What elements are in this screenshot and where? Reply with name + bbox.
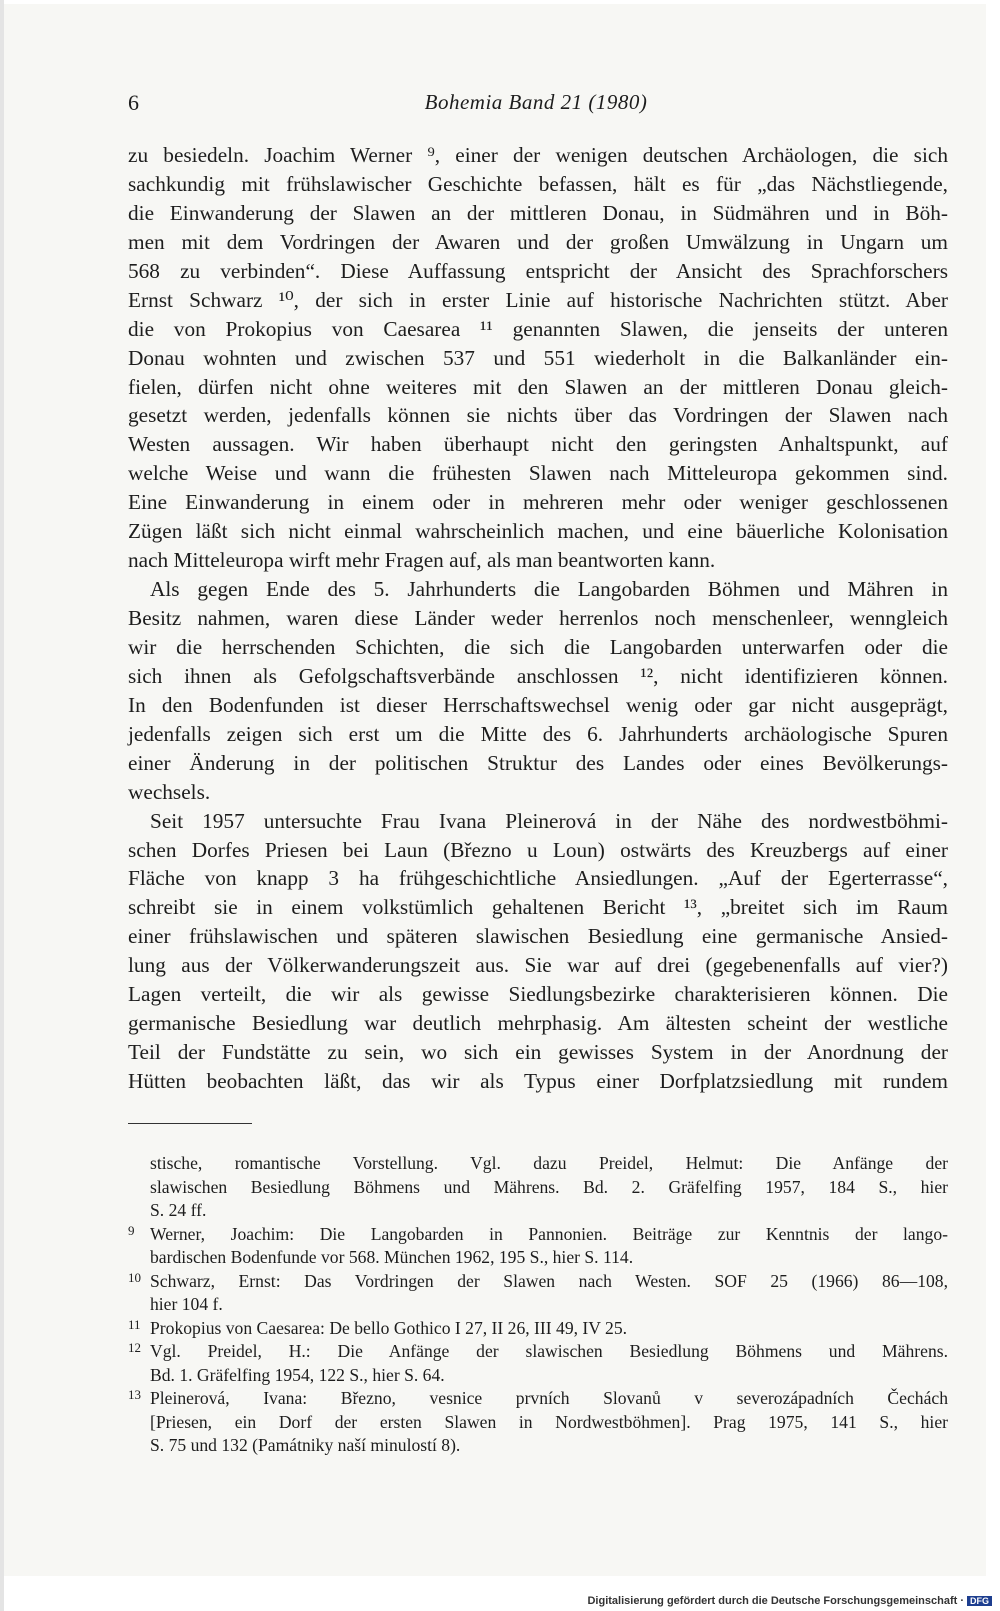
text-line: nach Mitteleuropa wirft mehr Fragen auf, als man beantworten kann.	[128, 548, 716, 573]
footnote-line: hier 104 f.	[150, 1294, 223, 1314]
text-line: einer frühslawischen und späteren slawischen Besiedlung eine germanische Ansied-	[128, 924, 948, 949]
text-line: gesetzt werden, jedenfalls können sie nichts über das Vordringen der Slawen nach	[128, 403, 948, 428]
page-header	[128, 90, 944, 120]
text-line: wir die herrschenden Schichten, die sich die Langobarden unterwarfen oder die	[128, 634, 948, 659]
text-line: schreibt sie in einem volkstümlich gehaltenen Bericht ¹³, „breitet sich im Raum	[128, 895, 948, 920]
footnote-9	[128, 1223, 948, 1247]
text-line: Eine Einwanderung in einem oder in mehreren mehr oder weniger geschlossenen	[128, 490, 948, 515]
text-line: welche Weise und wann die frühesten Slawen nach Mitteleuropa gekommen sind.	[128, 461, 948, 486]
text-line: germanische Besiedlung war deutlich mehrphasig. Am ältesten scheint der westliche	[128, 1011, 948, 1036]
footnote-line: stische, romantische Vorstellung. Vgl. dazu Preidel, Helmut: Die Anfänge der	[150, 1153, 948, 1173]
text-line: Westen aussagen. Wir haben überhaupt nicht den geringsten Anhaltspunkt, auf	[128, 432, 948, 457]
text-line: Lagen verteilt, die wir als gewisse Siedlungsbezirke charakterisieren können. Die	[128, 982, 948, 1007]
footnote-line: bardischen Bodenfunde vor 568. München 1962, 195 S., hier S. 114.	[150, 1247, 634, 1267]
text-line: Ernst Schwarz ¹⁰, der sich in erster Linie auf historische Nachrichten stützt. Aber	[128, 287, 948, 312]
page-number: 6	[128, 90, 140, 115]
footnote-number: 12	[128, 1340, 141, 1355]
text-line: Besitz nahmen, waren diese Länder weder herrenlos noch menschenleer, wenngleich	[128, 606, 948, 630]
text-line: einer Änderung in der politischen Struktur des Landes oder eines Bevölkerungs-	[128, 750, 948, 775]
footnote-13	[128, 1387, 948, 1411]
footnote-line: [Priesen, ein Dorf der ersten Slawen in Nordwestböhmen]. Prag 1975, 141 S., hier	[150, 1411, 948, 1432]
footnote-number: 10	[128, 1269, 141, 1285]
footnote-line: S. 75 und 132 (Památniky naší minulostí 8).	[150, 1435, 461, 1455]
text-line: Donau wohnten und zwischen 537 und 551 wiederholt in die Balkanländer ein-	[128, 345, 948, 370]
text-line: In den Bodenfunden ist dieser Herrschaftswechsel wenig oder gar nicht ausgeprägt,	[128, 692, 948, 717]
digitization-text: Digitalisierung gefördert durch die Deutsche Forschungsgemeinschaft ·	[587, 1595, 964, 1607]
footnote-line: Vgl. Preidel, H.: Die Anfänge der slawischen Besiedlung Böhmens und Mährens.	[150, 1341, 948, 1361]
text-line: sachkundig mit frühslawischer Geschichte befassen, hält es für „das Nächstliegende,	[128, 171, 948, 196]
digitization-notice	[587, 1595, 992, 1607]
text-line: Als gegen Ende des 5. Jahrhunderts die Langobarden Böhmen und Mähren in	[150, 577, 948, 602]
text-line: zu besiedeln. Joachim Werner ⁹, einer der wenigen deutschen Archäologen, die sich	[128, 143, 948, 167]
text-line: Hütten beobachten läßt, das wir als Typus einer Dorfplatzsiedlung mit rundem	[128, 1069, 948, 1093]
text-line: sich ihnen als Gefolgschaftsverbände anschlossen ¹², nicht identifizieren können.	[128, 663, 948, 688]
text-line: 568 zu verbinden“. Diese Auffassung entspricht der Ansicht des Sprachforschers	[128, 258, 948, 283]
text-line: fielen, dürfen nicht ohne weiteres mit den Slawen an der mittleren Donau gleich-	[128, 374, 948, 399]
text-line: Teil der Fundstätte zu sein, wo sich ein gewisses System in der Anordnung der	[128, 1040, 948, 1065]
text-line: die Einwanderung der Slawen an der mittleren Donau, in Südmähren und in Böh-	[128, 200, 948, 225]
dfg-logo: DFG	[967, 1596, 992, 1606]
text-line: jedenfalls zeigen sich erst um die Mitte des 6. Jahrhunderts archäologische Spuren	[128, 721, 948, 746]
footnote-12	[128, 1340, 948, 1364]
footnote-11	[128, 1317, 948, 1341]
footnote-number: 9	[128, 1222, 135, 1238]
footnote-number: 11	[128, 1316, 141, 1332]
footnote-10	[128, 1270, 948, 1294]
text-line: schen Dorfes Priesen bei Laun (Březno u Loun) ostwärts des Kreuzbergs auf einer	[128, 837, 948, 862]
footnote-number: 13	[128, 1387, 141, 1402]
footnote-line: Werner, Joachim: Die Langobarden in Pannonien. Beiträge zur Kenntnis der lango-	[150, 1223, 948, 1244]
text-line: die von Prokopius von Caesarea ¹¹ genannten Slawen, die jenseits der unteren	[128, 316, 948, 341]
text-line: men mit dem Vordringen der Awaren und der großen Umwälzung in Ungarn um	[128, 229, 948, 254]
text-line: Seit 1957 untersuchte Frau Ivana Pleinerová in der Nähe des nordwestböhmi-	[150, 808, 948, 833]
footnote-line: Prokopius von Caesarea: De bello Gothico I 27, II 26, III 49, IV 25.	[150, 1317, 628, 1338]
body-text	[128, 141, 948, 1096]
footnote-line: Schwarz, Ernst: Das Vordringen der Slawen nach Westen. SOF 25 (1966) 86—108,	[150, 1270, 948, 1291]
footnote-line: slawischen Besiedlung Böhmens und Mährens. Bd. 2. Gräfelfing 1957, 184 S., hier	[150, 1176, 948, 1197]
footnotes	[128, 1152, 948, 1458]
text-line: wechsels.	[128, 779, 211, 804]
text-line: Fläche von knapp 3 ha frühgeschichtliche Ansiedlungen. „Auf der Egerterrasse“,	[128, 866, 948, 891]
footnote-rule	[128, 1123, 252, 1124]
footnote-line: Bd. 1. Gräfelfing 1954, 122 S., hier S. 64.	[150, 1364, 445, 1385]
footnote-line: S. 24 ff.	[150, 1200, 207, 1220]
text-line: lung aus der Völkerwanderungszeit aus. Sie war auf drei (gegebenenfalls auf vier?)	[128, 953, 948, 978]
running-title: Bohemia Band 21 (1980)	[424, 90, 648, 114]
text-line: Zügen läßt sich nicht einmal wahrscheinlich machen, und eine bäuerliche Kolonisation	[128, 519, 948, 544]
footnote-line: Pleinerová, Ivana: Březno, vesnice prvních Slovanů v severozápadních Čechách	[150, 1388, 948, 1408]
